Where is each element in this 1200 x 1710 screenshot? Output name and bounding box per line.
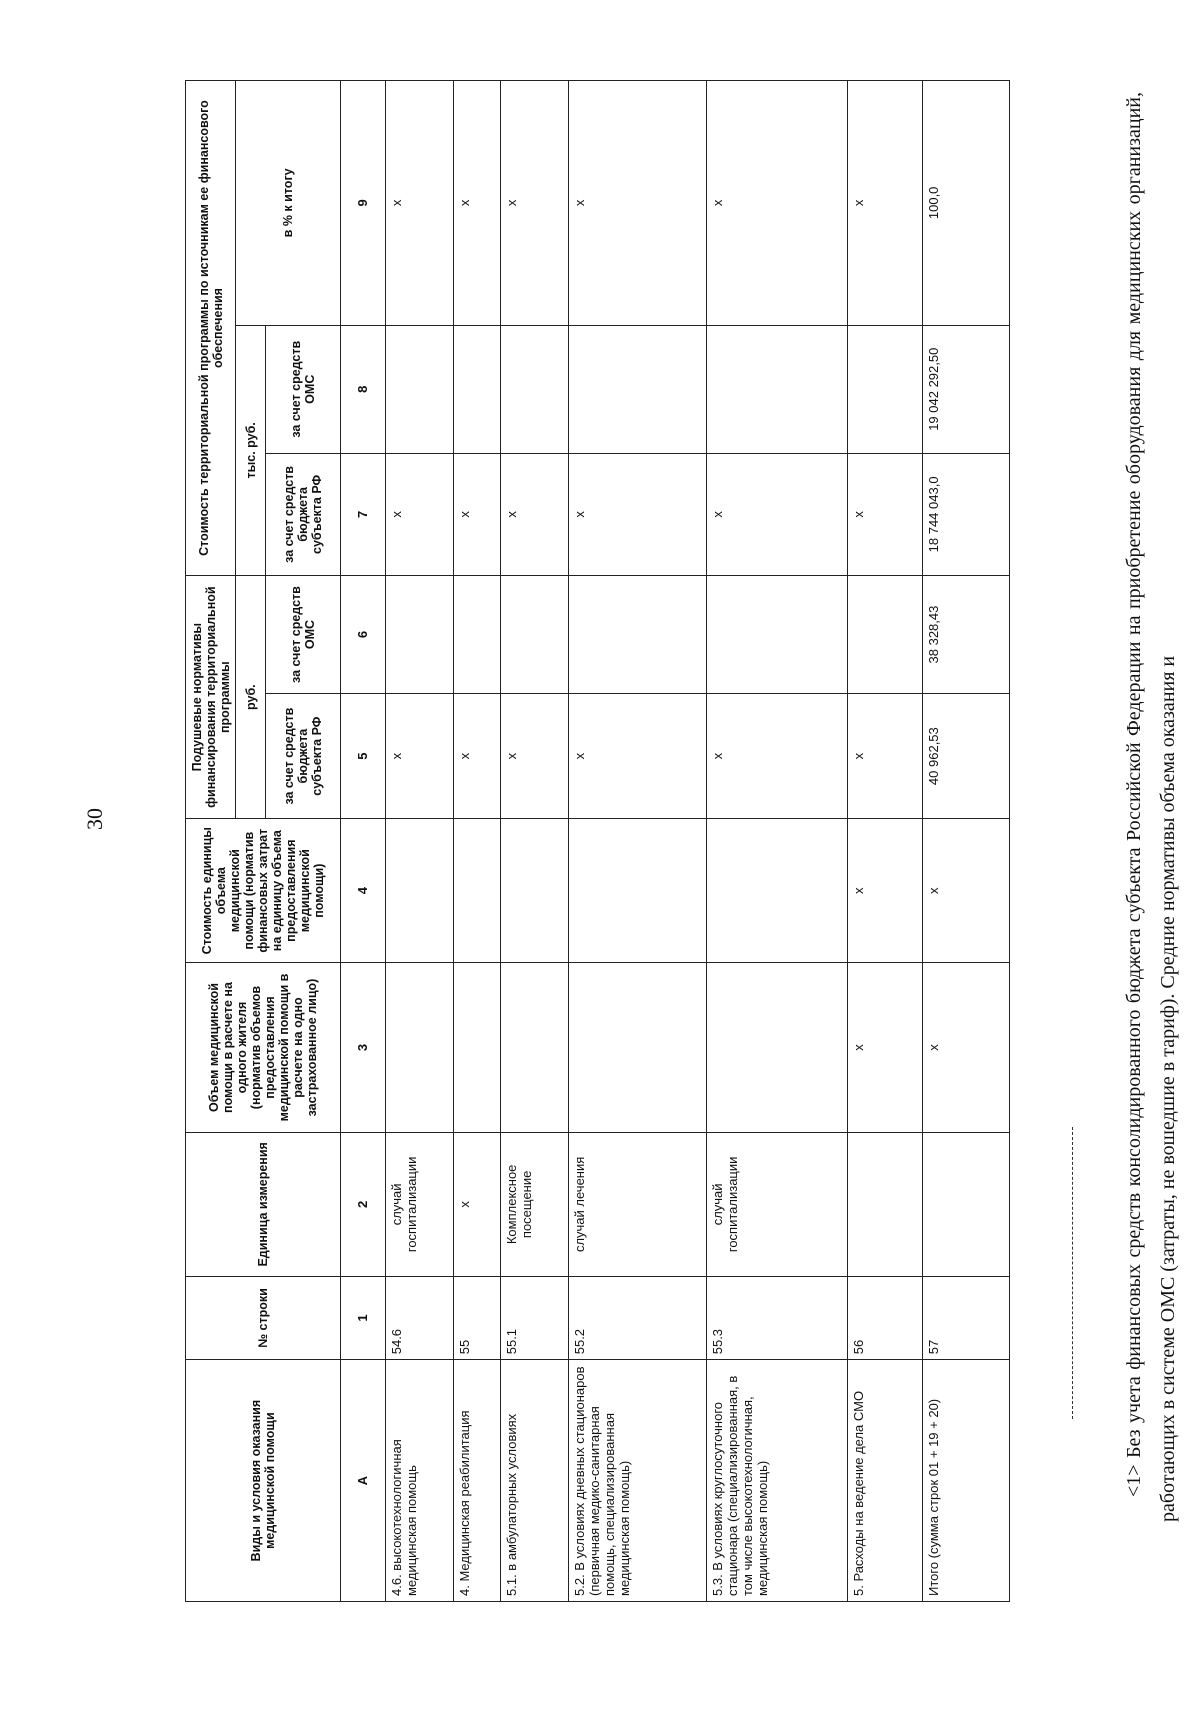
header-volume-per-capita: Объем медицинской помощи в расчете на одного жителя (норматив объемов предоставления медицинской помощи в расчете на одно застрахованное лицо) (186, 963, 341, 1133)
table-row (568, 81, 706, 1602)
row-budget-cost: 18 744 043,0 (923, 453, 1010, 575)
table-row (453, 81, 500, 1602)
row-unit-cost: х (847, 819, 922, 963)
row-oms-per-capita (707, 576, 848, 694)
header-unit-rub: руб. (236, 576, 266, 819)
column-number: 5 (341, 694, 386, 819)
row-unit: х (453, 1132, 500, 1276)
row-name: Итого (сумма строк 01 + 19 + 20) (923, 1360, 1010, 1602)
header-unit-thous-rub: тыс. руб. (236, 325, 266, 575)
row-unit-cost (385, 819, 453, 963)
row-name: 4. Медицинская реабилитация (453, 1360, 500, 1602)
rotated-page-content (185, 80, 1200, 1602)
header-unit-cost: Стоимость единицы объема медицинской помощи (норматив финансовых затрат на единицу объема предоставления медицинской помощи) (186, 819, 341, 963)
header-program-cost: Стоимость территориальной программы по источникам ее финансового обеспечения (186, 81, 236, 576)
row-budget-per-capita: х (453, 694, 500, 819)
row-line-number: 57 (923, 1276, 1010, 1359)
column-number: 6 (341, 576, 386, 694)
financing-table (185, 80, 1010, 1602)
column-number: 8 (341, 325, 386, 453)
footnote-separator (1072, 1127, 1073, 1419)
row-percent: х (500, 81, 568, 326)
header-budget-cost: за счет средств бюджета субъекта РФ (266, 453, 341, 575)
footnote-text: <1> Без учета финансовых средств консолидированного бюджета субъекта Российской Федерации на приобретение оборудования для медицинских организаций, работающих в системе ОМС (затраты, не вошедшие в тариф). Средние нормативы объема оказания и (1123, 92, 1179, 1522)
row-budget-cost: х (707, 453, 848, 575)
column-number: 1 (341, 1276, 386, 1359)
header-medical-care-type: Виды и условия оказания медицинской помощи (186, 1360, 341, 1602)
column-numbers-row (341, 81, 386, 1602)
row-volume (453, 963, 500, 1133)
header-oms-per-capita: за счет средств ОМС (266, 576, 341, 694)
row-unit: случай госпитализации (707, 1132, 848, 1276)
row-volume (385, 963, 453, 1133)
row-line-number: 55.2 (568, 1276, 706, 1359)
row-unit-cost (707, 819, 848, 963)
row-oms-cost (707, 325, 848, 453)
table-row (847, 81, 922, 1602)
row-budget-per-capita: х (707, 694, 848, 819)
row-budget-per-capita: 40 962,53 (923, 694, 1010, 819)
table-row (500, 81, 568, 1602)
row-unit: Комплексное посещение (500, 1132, 568, 1276)
row-budget-cost: х (500, 453, 568, 575)
column-number: 7 (341, 453, 386, 575)
row-budget-per-capita: х (500, 694, 568, 819)
row-oms-per-capita (847, 576, 922, 694)
row-oms-cost (568, 325, 706, 453)
header-oms-cost: за счет средств ОМС (266, 325, 341, 453)
row-oms-cost (847, 325, 922, 453)
row-budget-cost: х (568, 453, 706, 575)
row-budget-cost: х (385, 453, 453, 575)
row-percent: х (385, 81, 453, 326)
row-oms-per-capita (385, 576, 453, 694)
row-budget-cost: х (847, 453, 922, 575)
row-oms-cost (500, 325, 568, 453)
row-oms-cost (453, 325, 500, 453)
row-volume (568, 963, 706, 1133)
page-number: 30 (82, 808, 107, 830)
column-number: 9 (341, 81, 386, 326)
table-row (707, 81, 848, 1602)
row-unit-cost (500, 819, 568, 963)
header-line-number: № строки (186, 1276, 341, 1359)
row-oms-per-capita: 38 328,43 (923, 576, 1010, 694)
row-volume: х (847, 963, 922, 1133)
row-oms-per-capita (500, 576, 568, 694)
row-line-number: 55 (453, 1276, 500, 1359)
row-unit: случай лечения (568, 1132, 706, 1276)
row-percent: х (568, 81, 706, 326)
row-budget-per-capita: х (568, 694, 706, 819)
row-unit-cost: х (923, 819, 1010, 963)
header-percent-of-total: в % к итогу (236, 81, 341, 326)
row-volume (500, 963, 568, 1133)
row-unit-cost (568, 819, 706, 963)
row-unit (923, 1132, 1010, 1276)
row-percent: х (847, 81, 922, 326)
row-line-number: 55.1 (500, 1276, 568, 1359)
column-number: А (341, 1360, 386, 1602)
column-number: 2 (341, 1132, 386, 1276)
row-unit: случай госпитализации (385, 1132, 453, 1276)
row-name: 5.3. В условиях круглосуточного стационара (специализированная, в том числе высокотехнологичная, медицинская помощь) (707, 1360, 848, 1602)
row-percent: 100,0 (923, 81, 1010, 326)
table-row (385, 81, 453, 1602)
column-number: 3 (341, 963, 386, 1133)
row-oms-per-capita (568, 576, 706, 694)
row-percent: х (707, 81, 848, 326)
row-unit (847, 1132, 922, 1276)
row-unit-cost (453, 819, 500, 963)
column-number: 4 (341, 819, 386, 963)
row-name: 5.1. в амбулаторных условиях (500, 1360, 568, 1602)
row-budget-per-capita: х (847, 694, 922, 819)
header-budget-per-capita: за счет средств бюджета субъекта РФ (266, 694, 341, 819)
row-percent: х (453, 81, 500, 326)
row-line-number: 56 (847, 1276, 922, 1359)
row-volume: х (923, 963, 1010, 1133)
row-line-number: 54.6 (385, 1276, 453, 1359)
row-oms-cost: 19 042 292,50 (923, 325, 1010, 453)
header-unit: Единица измерения (186, 1132, 341, 1276)
row-line-number: 55.3 (707, 1276, 848, 1359)
row-oms-per-capita (453, 576, 500, 694)
header-per-capita-standards: Подушевые нормативы финансирования территориальной программы (186, 576, 236, 819)
row-oms-cost (385, 325, 453, 453)
row-budget-cost: х (453, 453, 500, 575)
row-name: 4.6. высокотехнологичная медицинская помощь (385, 1360, 453, 1602)
row-name: 5. Расходы на ведение дела СМО (847, 1360, 922, 1602)
row-budget-per-capita: х (385, 694, 453, 819)
table-row-total (923, 81, 1010, 1602)
row-name: 5.2. В условиях дневных стационаров (первичная медико-санитарная помощь, специализированная медицинская помощь) (568, 1360, 706, 1602)
row-volume (707, 963, 848, 1133)
